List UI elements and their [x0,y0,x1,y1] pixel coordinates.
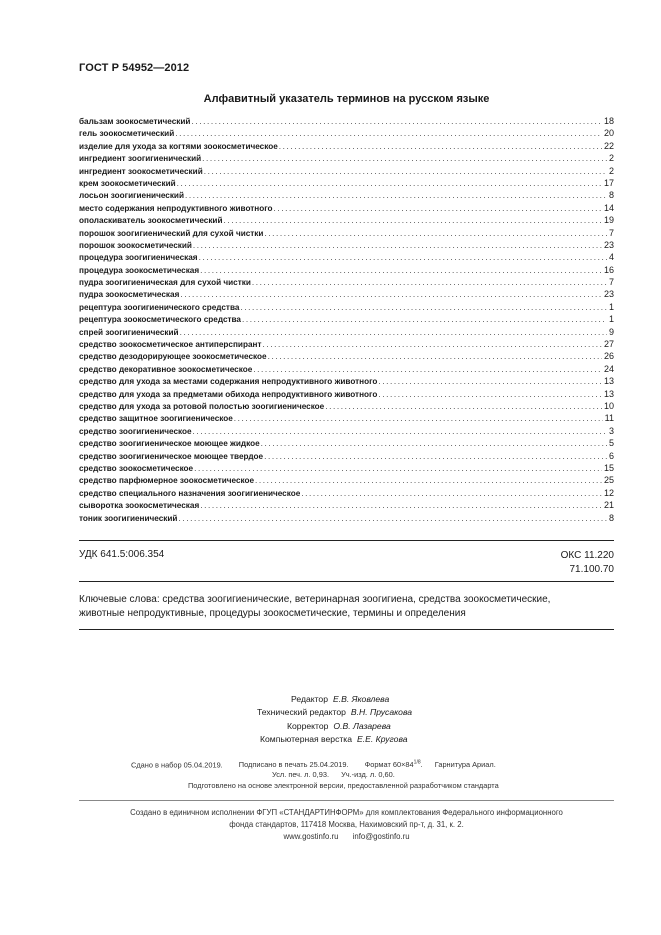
index-page-number: 13 [603,376,614,387]
dot-leader [192,240,602,252]
credit-name: О.В. Лазарева [333,720,391,731]
dot-leader [254,475,602,487]
index-term: средство дезодорирующее зоокосметическое [79,352,267,362]
dot-leader [223,215,602,227]
index-page-number: 22 [603,140,614,151]
dot-leader [177,513,607,525]
index-entry [79,239,614,251]
index-term: средство специального назначения зоогигиеническое [79,488,301,498]
index-term: средство зоогигиеническое моющее жидкое [79,439,260,449]
index-entry [79,400,614,412]
index-term: средство для ухода за предметами обихода непродуктивного животного [79,389,378,399]
index-page-number: 23 [603,289,614,300]
credit-layout [260,733,408,746]
dot-leader [199,265,602,277]
index-entry [79,214,614,226]
index-entry [79,115,614,127]
index-entry [79,276,614,288]
keywords-line-1: Ключевые слова: средства зоогигиенические, ветеринарная зоогигиена, средства зоокосметические, [79,594,551,605]
keywords [79,593,614,621]
index-term: процедура зоокосметическая [79,265,200,275]
dot-leader [377,376,602,388]
index-term: рецептура зоогигиенического средства [79,302,240,312]
index-entry [79,301,614,313]
dot-leader [260,438,607,450]
index-page-number: 7 [608,277,614,288]
dot-leader [199,500,602,512]
publisher-info [79,807,614,843]
credit-role: Компьютерная верстка [260,733,353,744]
credit-corrector [287,720,391,733]
divider-top [79,540,614,541]
dot-leader [193,463,602,475]
dot-leader [273,203,602,215]
paper-format: Формат $60\times 84^{1/8}$. [364,760,423,770]
index-term: средство зоогигиеническое [79,426,192,436]
index-page-number: 8 [608,512,614,523]
index-page-number: 18 [603,116,614,126]
typeface: Гарнитура Ариал. [434,760,496,770]
index-term: крем зоокосметический [79,178,176,188]
index-page-number: 5 [608,438,614,449]
index-term: средство декоративное зоокосметическое [79,364,253,374]
credit-tech-editor [257,706,412,719]
index-term: ингредиент зоогигиенический [79,154,202,164]
dot-leader [174,128,602,140]
publisher-email[interactable]: info@gostinfo.ru [352,832,410,841]
dot-leader [176,178,602,190]
publisher-contacts [79,831,614,843]
index-term: ингредиент зоокосметический [79,166,203,176]
dot-leader [201,153,607,165]
index-page-number: 10 [603,400,614,411]
dot-leader [263,228,607,240]
index-entry [79,363,614,375]
index-page-number: 19 [603,215,614,226]
dot-leader [239,302,607,314]
dot-leader [241,314,607,326]
index-page-number: 15 [603,462,614,473]
index-entry [79,165,614,177]
index-page-number: 21 [603,500,614,511]
index-page-number: 14 [603,202,614,213]
dot-leader [267,351,602,363]
index-page-number: 17 [603,177,614,188]
index-page-number: 27 [603,339,614,350]
index-page-number: 23 [603,239,614,250]
print-info-line-2 [272,769,395,780]
dot-leader [278,141,602,153]
signed-date: Подписано в печать 25.04.2019. [238,760,349,770]
divider-publisher [79,800,614,801]
index-term: средство для ухода за местами содержания непродуктивного животного [79,377,378,387]
dot-leader [203,166,607,178]
index-term: процедура зоогигиеническая [79,253,198,263]
index-title: Алфавитный указатель терминов на русском языке [203,93,490,105]
index-entry [79,251,614,263]
index-entry [79,425,614,437]
credit-name: В.Н. Прусакова [350,707,413,718]
index-term: ополаскиватель зоокосметический [79,216,223,226]
index-entry [79,288,614,300]
paper-format-fraction: 1/8 [413,760,421,766]
index-entry [79,127,614,139]
index-entry [79,512,614,524]
index-term: средство зоогигиеническое моющее твердое [79,451,264,461]
document-code: ГОСТ Р 54952—2012 [79,62,190,74]
index-entry [79,437,614,449]
index-entry [79,152,614,164]
credit-name: Е.В. Яковлева [333,694,390,704]
oks-codes [561,549,614,577]
index-page-number: 2 [608,153,614,164]
oks-line-2: 71.100.70 [569,564,614,575]
index-page-number: 20 [603,128,614,139]
dot-leader [261,339,602,351]
index-page-number: 2 [608,165,614,176]
dot-leader [184,190,607,202]
index-page-number: 1 [608,301,614,312]
index-page-number: 8 [608,190,614,201]
index-page-number: 6 [608,450,614,461]
index-page-number: 4 [608,252,614,263]
credit-name: Е.Е. Кругова [357,733,408,744]
index-entry [79,350,614,362]
dot-leader [324,401,602,413]
index-page-number: 1 [608,314,614,325]
dot-leader [179,289,602,301]
prepared-note: Подготовлено на основе электронной версии, предоставленной разработчиком стандарта [188,781,499,790]
index-page-number: 24 [603,363,614,374]
credit-role: Корректор [287,720,329,731]
index-entry [79,388,614,400]
keywords-line-2: животные непродуктивные, процедуры зоокосметические, термины и определения [79,608,466,619]
dot-leader [300,488,602,500]
dot-leader [251,277,607,289]
index-entry [79,189,614,201]
index-page-number: 16 [603,264,614,275]
oks-line-1: ОКС 11.220 [560,550,614,561]
index-term: средство зоокосметическое [79,463,194,473]
index-page-number: 26 [603,351,614,362]
index-entry [79,450,614,462]
index-entry [79,313,614,325]
dot-leader [190,116,602,128]
index-entry [79,202,614,214]
index-entry [79,177,614,189]
index-entry [79,338,614,350]
index-term: порошок зоокосметический [79,240,192,250]
index-page-number: 25 [603,475,614,486]
index-term: средство зоокосметическое антиперспирант [79,340,262,350]
submitted-date: Сдано в набор 05.04.2019. [131,760,223,770]
index-entry [79,140,614,152]
credit-role: Технический редактор [257,707,346,718]
index-entry [79,412,614,424]
index-page-number: 9 [608,326,614,337]
dot-leader [198,252,607,264]
index-entry [79,227,614,239]
publisher-website[interactable]: www.gostinfo.ru [283,832,339,841]
index-term: изделие для ухода за когтями зоокосметическое [79,141,278,151]
index-term: бальзам зоокосметический [79,117,191,126]
dot-leader [179,327,607,339]
index-entry [79,462,614,474]
index-entry [79,499,614,511]
index-page-number: 12 [603,487,614,498]
index-term: пудра зоогигиеническая для сухой чистки [79,278,251,288]
index-page-number: 3 [608,425,614,436]
index-entry [79,264,614,276]
dot-leader [263,451,607,463]
index-term: средство для ухода за ротовой полостью зоогигиеническое [79,401,325,411]
udc-code: УДК 641.5:006.354 [79,549,165,560]
print-sheets: Усл. печ. л. 0,93. [272,770,329,779]
index-term: пудра зоокосметическая [79,290,180,300]
divider-bottom [79,629,614,630]
index-term: средство парфюмерное зоокосметическое [79,476,255,486]
index-entry [79,326,614,338]
index-entry [79,487,614,499]
index-term: тоник зоогигиенический [79,513,178,523]
dot-leader [233,413,603,425]
index-term: спрей зоогигиенический [79,327,179,337]
term-index-list [79,115,614,524]
index-term: средство защитное зоогигиеническое [79,414,233,424]
dot-leader [192,426,607,438]
index-term: рецептура зоокосметического средства [79,315,241,325]
dot-leader [252,364,602,376]
publishing-sheets: Уч.-изд. л. 0,60. [341,770,395,779]
index-page-number: 11 [604,413,614,424]
index-term: сыворотка зоокосметическая [79,501,200,511]
credit-editor [291,693,389,706]
index-term: порошок зоогигиенический для сухой чистки [79,228,264,238]
publisher-line-2: фонда стандартов, 117418 Москва, Нахимовский пр-т, д. 31, к. 2. [229,820,464,829]
index-page-number: 7 [608,227,614,238]
index-entry [79,375,614,387]
divider-middle [79,581,614,582]
credit-role: Редактор [291,694,328,704]
index-page-number: 13 [603,388,614,399]
dot-leader [377,389,602,401]
publisher-line-1: Создано в единичном исполнении ФГУП «СТАНДАРТИНФОРМ» для комплектования Федерального информационного [130,808,563,817]
index-term: гель зоокосметический [79,129,175,139]
index-term: лосьон зоогигиенический [79,191,184,201]
index-term: место содержания непродуктивного животного [79,203,273,213]
index-entry [79,474,614,486]
